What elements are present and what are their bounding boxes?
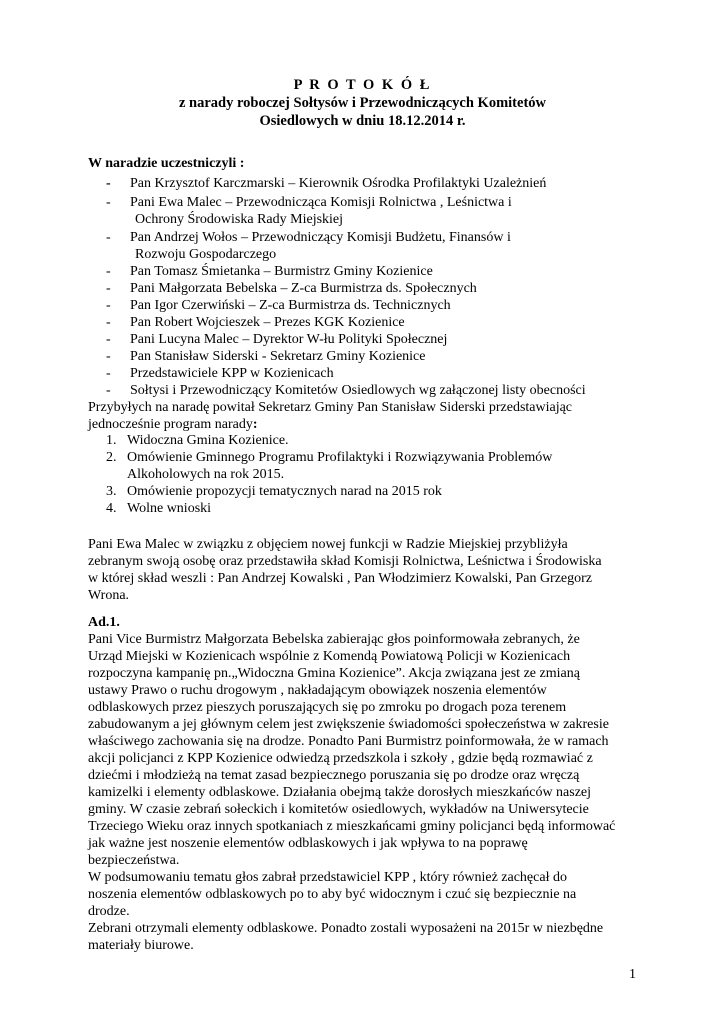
list-dash: - [106, 176, 111, 191]
document-subtitle-line2: Osiedlowych w dniu 18.12.2014 r. [259, 113, 466, 129]
participants-heading: W naradzie uczestniczyli : [88, 156, 245, 171]
participant-item: Pani Lucyna Malec – Dyrektor W-łu Polityki Społecznej [130, 332, 448, 347]
participant-item: Pan Robert Wojcieszek – Prezes KGK Kozienice [130, 315, 405, 330]
document-title: P R O T O K Ó Ł [293, 77, 432, 93]
participant-item-cont: Ochrony Środowiska Rady Miejskiej [135, 212, 344, 227]
participant-item: Pan Stanisław Siderski - Sekretarz Gminy Kozienice [130, 349, 426, 364]
participant-item: Pan Tomasz Śmietanka – Burmistrz Gminy Kozienice [130, 264, 433, 279]
agenda-number: 4. [106, 501, 117, 516]
page-number: 1 [629, 967, 636, 982]
participant-item: Pan Krzysztof Karczmarski – Kierownik Ośrodka Profilaktyki Uzależnień [130, 176, 547, 191]
paragraph-line: bezpieczeństwa. [88, 853, 180, 868]
list-dash: - [106, 366, 111, 381]
list-dash: - [106, 281, 111, 296]
intro-text: jednocześnie program narady [88, 417, 253, 432]
agenda-number: 3. [106, 484, 117, 499]
participant-item-cont: Rozwoju Gospodarczego [135, 247, 277, 262]
paragraph-line: w której skład weszli : Pan Andrzej Kowalski , Pan Włodzimierz Kowalski, Pan Grzegorz [88, 571, 593, 586]
paragraph-line: noszenia elementów odblaskowych po to aby być widocznym i czuć się bezpiecznie na [88, 887, 577, 902]
intro-line: Przybyłych na naradę powitał Sekretarz Gminy Pan Stanisław Siderski przedstawiając [88, 400, 573, 415]
participant-item: Pan Andrzej Wołos – Przewodniczący Komisji Budżetu, Finansów i [130, 230, 511, 245]
paragraph-line: drodze. [88, 904, 130, 919]
ad1-heading: Ad.1. [88, 615, 120, 630]
participant-item: Pani Małgorzata Bebelska – Z-ca Burmistrza ds. Społecznych [130, 281, 477, 296]
paragraph-line: zebranym swoją osobę oraz przedstawiła skład Komisji Rolnictwa, Leśnictwa i Środowiska [88, 554, 602, 569]
paragraph-line: dziećmi i młodzieżą na temat zasad bezpiecznego poruszania się po drodze oraz wręczą [88, 768, 580, 783]
participant-item: Pani Ewa Malec – Przewodnicząca Komisji Rolnictwa , Leśnictwa i [130, 195, 512, 210]
paragraph-line: akcji policjanci z KPP Kozienice odwiedzą przedszkola i szkoły , gdzie będą rozmawiać z [88, 751, 593, 766]
intro-line [88, 416, 258, 434]
paragraph-line: Zebrani otrzymali elementy odblaskowe. Ponadto zostali wyposażeni na 2015r w niezbędne [88, 921, 604, 936]
agenda-item: Omówienie Gminnego Programu Profilaktyki i Rozwiązywania Problemów [127, 450, 553, 465]
paragraph-line: rozpoczyna kampanię pn.„Widoczna Gmina Kozienice”. Akcja związana jest ze zmianą [88, 666, 580, 681]
agenda-item: Omówienie propozycji tematycznych narad na 2015 rok [127, 484, 442, 499]
paragraph-line: właściwego zachowania się na drodze. Ponadto Pani Burmistrz poinformowała, że w ramach [88, 734, 609, 749]
participant-item: Sołtysi i Przewodniczący Komitetów Osiedlowych wg załączonej listy obecności [130, 383, 586, 398]
list-dash: - [106, 298, 111, 313]
paragraph-line: kamizelki i elementy odblaskowe. Działania obejmą także dorosłych mieszkańców naszej [88, 785, 592, 800]
paragraph-line: W podsumowaniu tematu głos zabrał przedstawiciel KPP , który również zachęcał do [88, 870, 567, 885]
agenda-number: 1. [106, 433, 117, 448]
document-subtitle-line1: z narady roboczej Sołtysów i Przewodniczących Komitetów [179, 95, 546, 111]
list-dash: - [106, 332, 111, 347]
paragraph-line: Trzeciego Wieku oraz innych spotkaniach z mieszkańcami gminy policjanci będą informować [88, 819, 616, 834]
agenda-number: 2. [106, 450, 117, 465]
agenda-item: Wolne wnioski [127, 501, 212, 516]
agenda-item-cont: Alkoholowych na rok 2015. [127, 467, 285, 482]
participant-item: Przedstawiciele KPP w Kozienicach [130, 366, 334, 381]
paragraph-line: materiały biurowe. [88, 938, 194, 953]
paragraph-line: Pani Ewa Malec w związku z objęciem nowej funkcji w Radzie Miejskiej przybliżyła [88, 537, 568, 552]
paragraph-line: zabudowanym a jej głównym celem jest zwiększenie świadomości społeczeństwa w zakresie [88, 717, 609, 732]
list-dash: - [106, 195, 111, 210]
intro-colon: : [252, 417, 258, 432]
paragraph-line: gminy. W czasie zebrań sołeckich i komitetów osiedlowych, wykładów na Uniwersytecie [88, 802, 589, 817]
paragraph-line: odblaskowych przez pieszych poruszających się po zmroku po drogach poza terenem [88, 700, 567, 715]
paragraph-line: ustawy Prawo o ruchu drogowym , nakładającym obowiązek noszenia elementów [88, 683, 547, 698]
agenda-item: Widoczna Gmina Kozienice. [127, 433, 289, 448]
participant-item: Pan Igor Czerwiński – Z-ca Burmistrza ds. Technicznych [130, 298, 451, 313]
paragraph-line: Pani Vice Burmistrz Małgorzata Bebelska zabierając głos poinformowała zebranych, że [88, 632, 580, 647]
list-dash: - [106, 230, 111, 245]
list-dash: - [106, 383, 111, 398]
list-dash: - [106, 264, 111, 279]
list-dash: - [106, 349, 111, 364]
paragraph-line: jak ważne jest noszenie elementów odblaskowych i jak wpływa to na poprawę [88, 836, 528, 851]
paragraph-line: Wrona. [88, 588, 130, 603]
list-dash: - [106, 315, 111, 330]
paragraph-line: Urząd Miejski w Kozienicach wspólnie z Komendą Powiatową Policji w Kozienicach [88, 649, 571, 664]
